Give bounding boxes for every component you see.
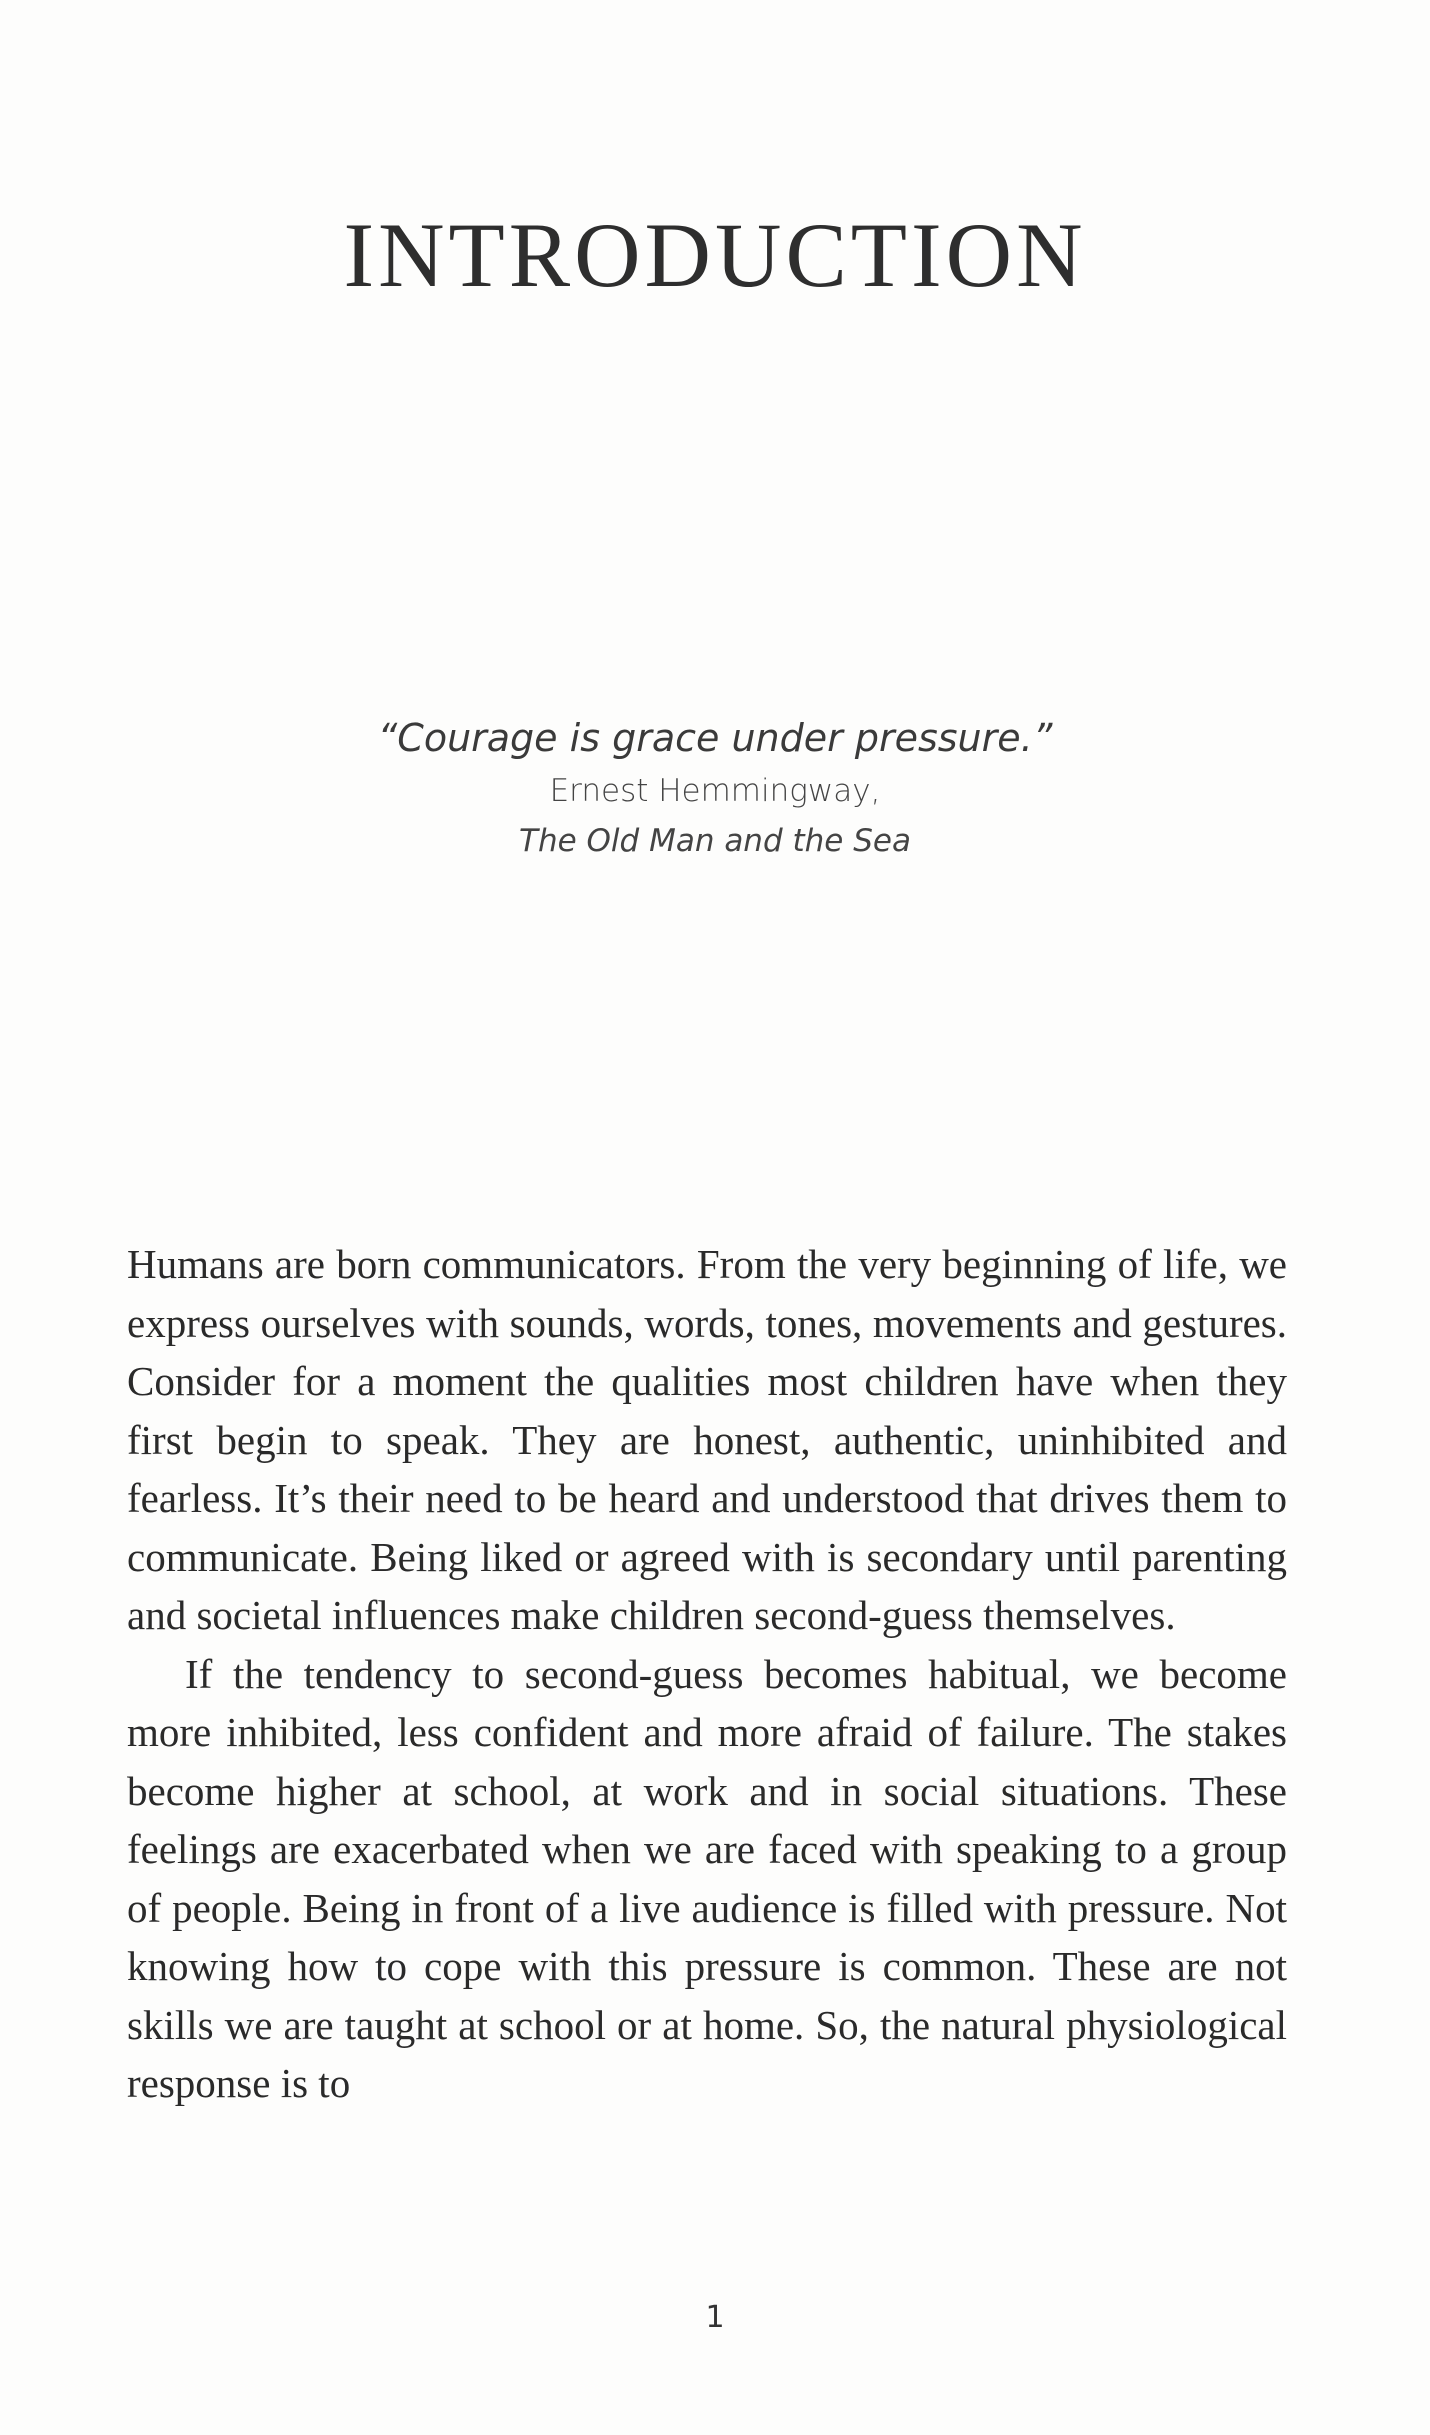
chapter-title: INTRODUCTION [343,204,1087,306]
epigraph [0,710,1430,866]
page-number: 1 [705,2300,725,2335]
epigraph-source: The Old Man and the Sea [519,823,911,859]
paragraph-1: Humans are born communicators. From the very beginning of life, we express ourselves with sounds, words, tones, movements and gestures. Consider for a moment the qualities most children have when they first begin to speak. They are honest, authentic, uninhibited and fearless. It’s their need to be heard and understood that drives them to communicate. Being liked or agreed with is secondary until parenting and societal influences make children second-guess themselves. [127,1241,1287,1638]
epigraph-author: Ernest Hemmingway, [549,773,881,809]
epigraph-quote: “Courage is grace under pressure.” [377,716,1053,760]
paragraph-2: If the tendency to second-guess becomes habitual, we become more inhibited, less confident and more afraid of failure. The stakes become higher at school, at work and in social situations. These feelings are exacerbated when we are faced with speaking to a group of people. Being in front of a live audience is filled with pressure. Not knowing how to cope with this pressure is common. These are not skills we are taught at school or at home. So, the natural physiological response is to [127,1650,1287,2106]
body-text [127,1235,1287,2113]
